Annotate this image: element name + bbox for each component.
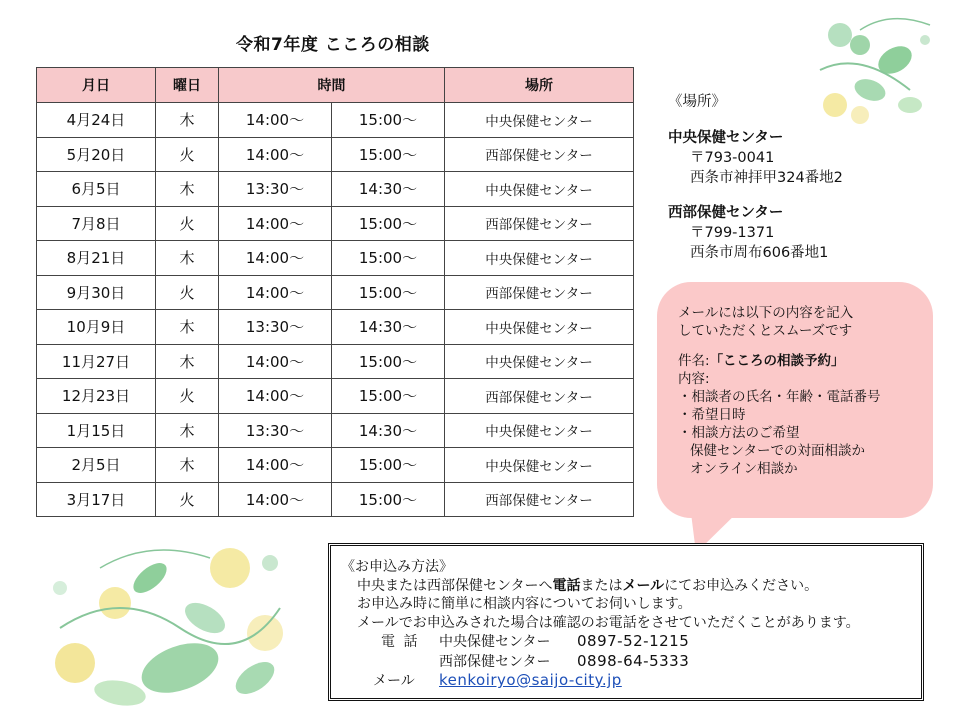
header-date: 月日 <box>37 68 156 103</box>
cell-date: 7月8日 <box>37 206 156 241</box>
cell-date: 10月9日 <box>37 310 156 345</box>
cell-day: 木 <box>156 103 219 138</box>
table-row <box>37 310 634 345</box>
flower-decoration-bottom-icon <box>40 528 300 713</box>
cell-place: 中央保健センター <box>445 241 634 276</box>
cell-place: 中央保健センター <box>445 344 634 379</box>
cell-day: 木 <box>156 241 219 276</box>
western-phone-number[interactable]: 0898-64-5333 <box>577 651 690 670</box>
cell-end-time: 14:30〜 <box>332 413 445 448</box>
table-row <box>37 448 634 483</box>
cell-end-time: 15:00〜 <box>332 241 445 276</box>
notice-heading: 《お申込み方法》 <box>341 559 453 575</box>
cell-place: 西部保健センター <box>445 137 634 172</box>
contact-email <box>341 671 860 691</box>
cell-place: 中央保健センター <box>445 103 634 138</box>
bubble-subject-label: 件名: <box>678 353 710 369</box>
bubble-item-2: ・希望日時 <box>678 407 746 423</box>
bubble-item-3a: 保健センターでの対面相談か <box>690 443 865 459</box>
cell-start-time: 14:00〜 <box>219 448 332 483</box>
application-notice <box>328 543 924 701</box>
location-central-postal: 〒793-0041 <box>690 150 775 166</box>
western-phone-name: 西部保健センター <box>439 653 551 670</box>
cell-place: 中央保健センター <box>445 310 634 345</box>
table-row <box>37 482 634 517</box>
cell-day: 火 <box>156 275 219 310</box>
bubble-item-3: ・相談方法のご希望 <box>678 425 800 441</box>
bubble-subject-value: 「こころの相談予約」 <box>709 353 845 369</box>
central-phone-number[interactable]: 0897-52-1215 <box>577 632 690 650</box>
notice-line-1: 中央または西部保健センターへ電話またはメールにてお申込みください。 <box>357 577 819 594</box>
cell-start-time: 14:00〜 <box>219 482 332 517</box>
cell-date: 11月27日 <box>37 344 156 379</box>
email-instructions <box>678 304 928 478</box>
header-day: 曜日 <box>156 68 219 103</box>
cell-start-time: 14:00〜 <box>219 241 332 276</box>
table-row <box>37 241 634 276</box>
cell-day: 火 <box>156 206 219 241</box>
cell-date: 3月17日 <box>37 482 156 517</box>
cell-start-time: 14:00〜 <box>219 137 332 172</box>
cell-place: 西部保健センター <box>445 379 634 414</box>
cell-end-time: 15:00〜 <box>332 379 445 414</box>
cell-end-time: 15:00〜 <box>332 137 445 172</box>
table-row <box>37 413 634 448</box>
header-place: 場所 <box>445 68 634 103</box>
header-time: 時間 <box>219 68 445 103</box>
cell-day: 木 <box>156 344 219 379</box>
cell-end-time: 15:00〜 <box>332 448 445 483</box>
cell-place: 西部保健センター <box>445 206 634 241</box>
locations-heading: 《場所》 <box>668 94 726 110</box>
contact-phone-western <box>341 652 860 672</box>
cell-end-time: 15:00〜 <box>332 103 445 138</box>
cell-day: 木 <box>156 413 219 448</box>
page-title: 令和7年度 こころの相談 <box>236 35 430 55</box>
location-central-address: 西条市神拝甲324番地2 <box>690 170 843 186</box>
cell-place: 中央保健センター <box>445 172 634 207</box>
location-western-postal: 〒799-1371 <box>690 225 775 241</box>
cell-end-time: 15:00〜 <box>332 482 445 517</box>
table-row <box>37 379 634 414</box>
cell-end-time: 14:30〜 <box>332 172 445 207</box>
cell-day: 木 <box>156 172 219 207</box>
location-central <box>668 128 843 188</box>
bubble-item-3b: オンライン相談か <box>690 461 798 477</box>
table-row <box>37 103 634 138</box>
bubble-content-label: 内容: <box>678 371 710 387</box>
bubble-intro-1: メールには以下の内容を記入 <box>678 305 854 321</box>
schedule-table <box>36 67 634 517</box>
cell-start-time: 13:30〜 <box>219 413 332 448</box>
cell-day: 火 <box>156 482 219 517</box>
cell-date: 9月30日 <box>37 275 156 310</box>
bubble-item-1: ・相談者の氏名・年齢・電話番号 <box>678 389 881 405</box>
cell-date: 2月5日 <box>37 448 156 483</box>
flower-decoration-top-icon <box>800 10 950 130</box>
cell-start-time: 13:30〜 <box>219 172 332 207</box>
cell-start-time: 14:00〜 <box>219 103 332 138</box>
cell-day: 木 <box>156 310 219 345</box>
cell-date: 4月24日 <box>37 103 156 138</box>
location-central-name: 中央保健センター <box>668 130 784 146</box>
location-western <box>668 203 828 263</box>
cell-start-time: 14:00〜 <box>219 379 332 414</box>
location-western-address: 西条市周布606番地1 <box>690 245 829 261</box>
cell-date: 8月21日 <box>37 241 156 276</box>
cell-end-time: 15:00〜 <box>332 344 445 379</box>
cell-day: 木 <box>156 448 219 483</box>
cell-date: 6月5日 <box>37 172 156 207</box>
notice-line-2: お申込み時に簡単に相談内容についてお伺いします。 <box>357 596 692 612</box>
cell-date: 5月20日 <box>37 137 156 172</box>
cell-end-time: 15:00〜 <box>332 275 445 310</box>
central-phone-name: 中央保健センター <box>439 634 551 650</box>
cell-date: 12月23日 <box>37 379 156 414</box>
cell-end-time: 14:30〜 <box>332 310 445 345</box>
table-header-row <box>37 68 634 103</box>
table-row <box>37 137 634 172</box>
location-western-name: 西部保健センター <box>668 205 784 221</box>
cell-place: 西部保健センター <box>445 275 634 310</box>
cell-start-time: 14:00〜 <box>219 275 332 310</box>
bubble-intro-2: していただくとスムーズです <box>678 323 853 339</box>
contact-phone-central <box>341 632 860 652</box>
phone-label: 電 話 <box>381 634 420 650</box>
cell-day: 火 <box>156 137 219 172</box>
cell-place: 中央保健センター <box>445 413 634 448</box>
cell-start-time: 13:30〜 <box>219 310 332 345</box>
cell-date: 1月15日 <box>37 413 156 448</box>
cell-start-time: 14:00〜 <box>219 344 332 379</box>
cell-day: 火 <box>156 379 219 414</box>
table-row <box>37 275 634 310</box>
notice-line-3: メールでお申込みされた場合は確認のお電話をさせていただくことがあります。 <box>357 614 860 631</box>
mail-label: メール <box>373 673 415 689</box>
cell-place: 西部保健センター <box>445 482 634 517</box>
email-link[interactable]: kenkoiryo@saijo-city.jp <box>439 671 622 689</box>
table-row <box>37 344 634 379</box>
cell-end-time: 15:00〜 <box>332 206 445 241</box>
table-row <box>37 206 634 241</box>
bubble-subject <box>678 352 928 370</box>
cell-place: 中央保健センター <box>445 448 634 483</box>
table-row <box>37 172 634 207</box>
cell-start-time: 14:00〜 <box>219 206 332 241</box>
